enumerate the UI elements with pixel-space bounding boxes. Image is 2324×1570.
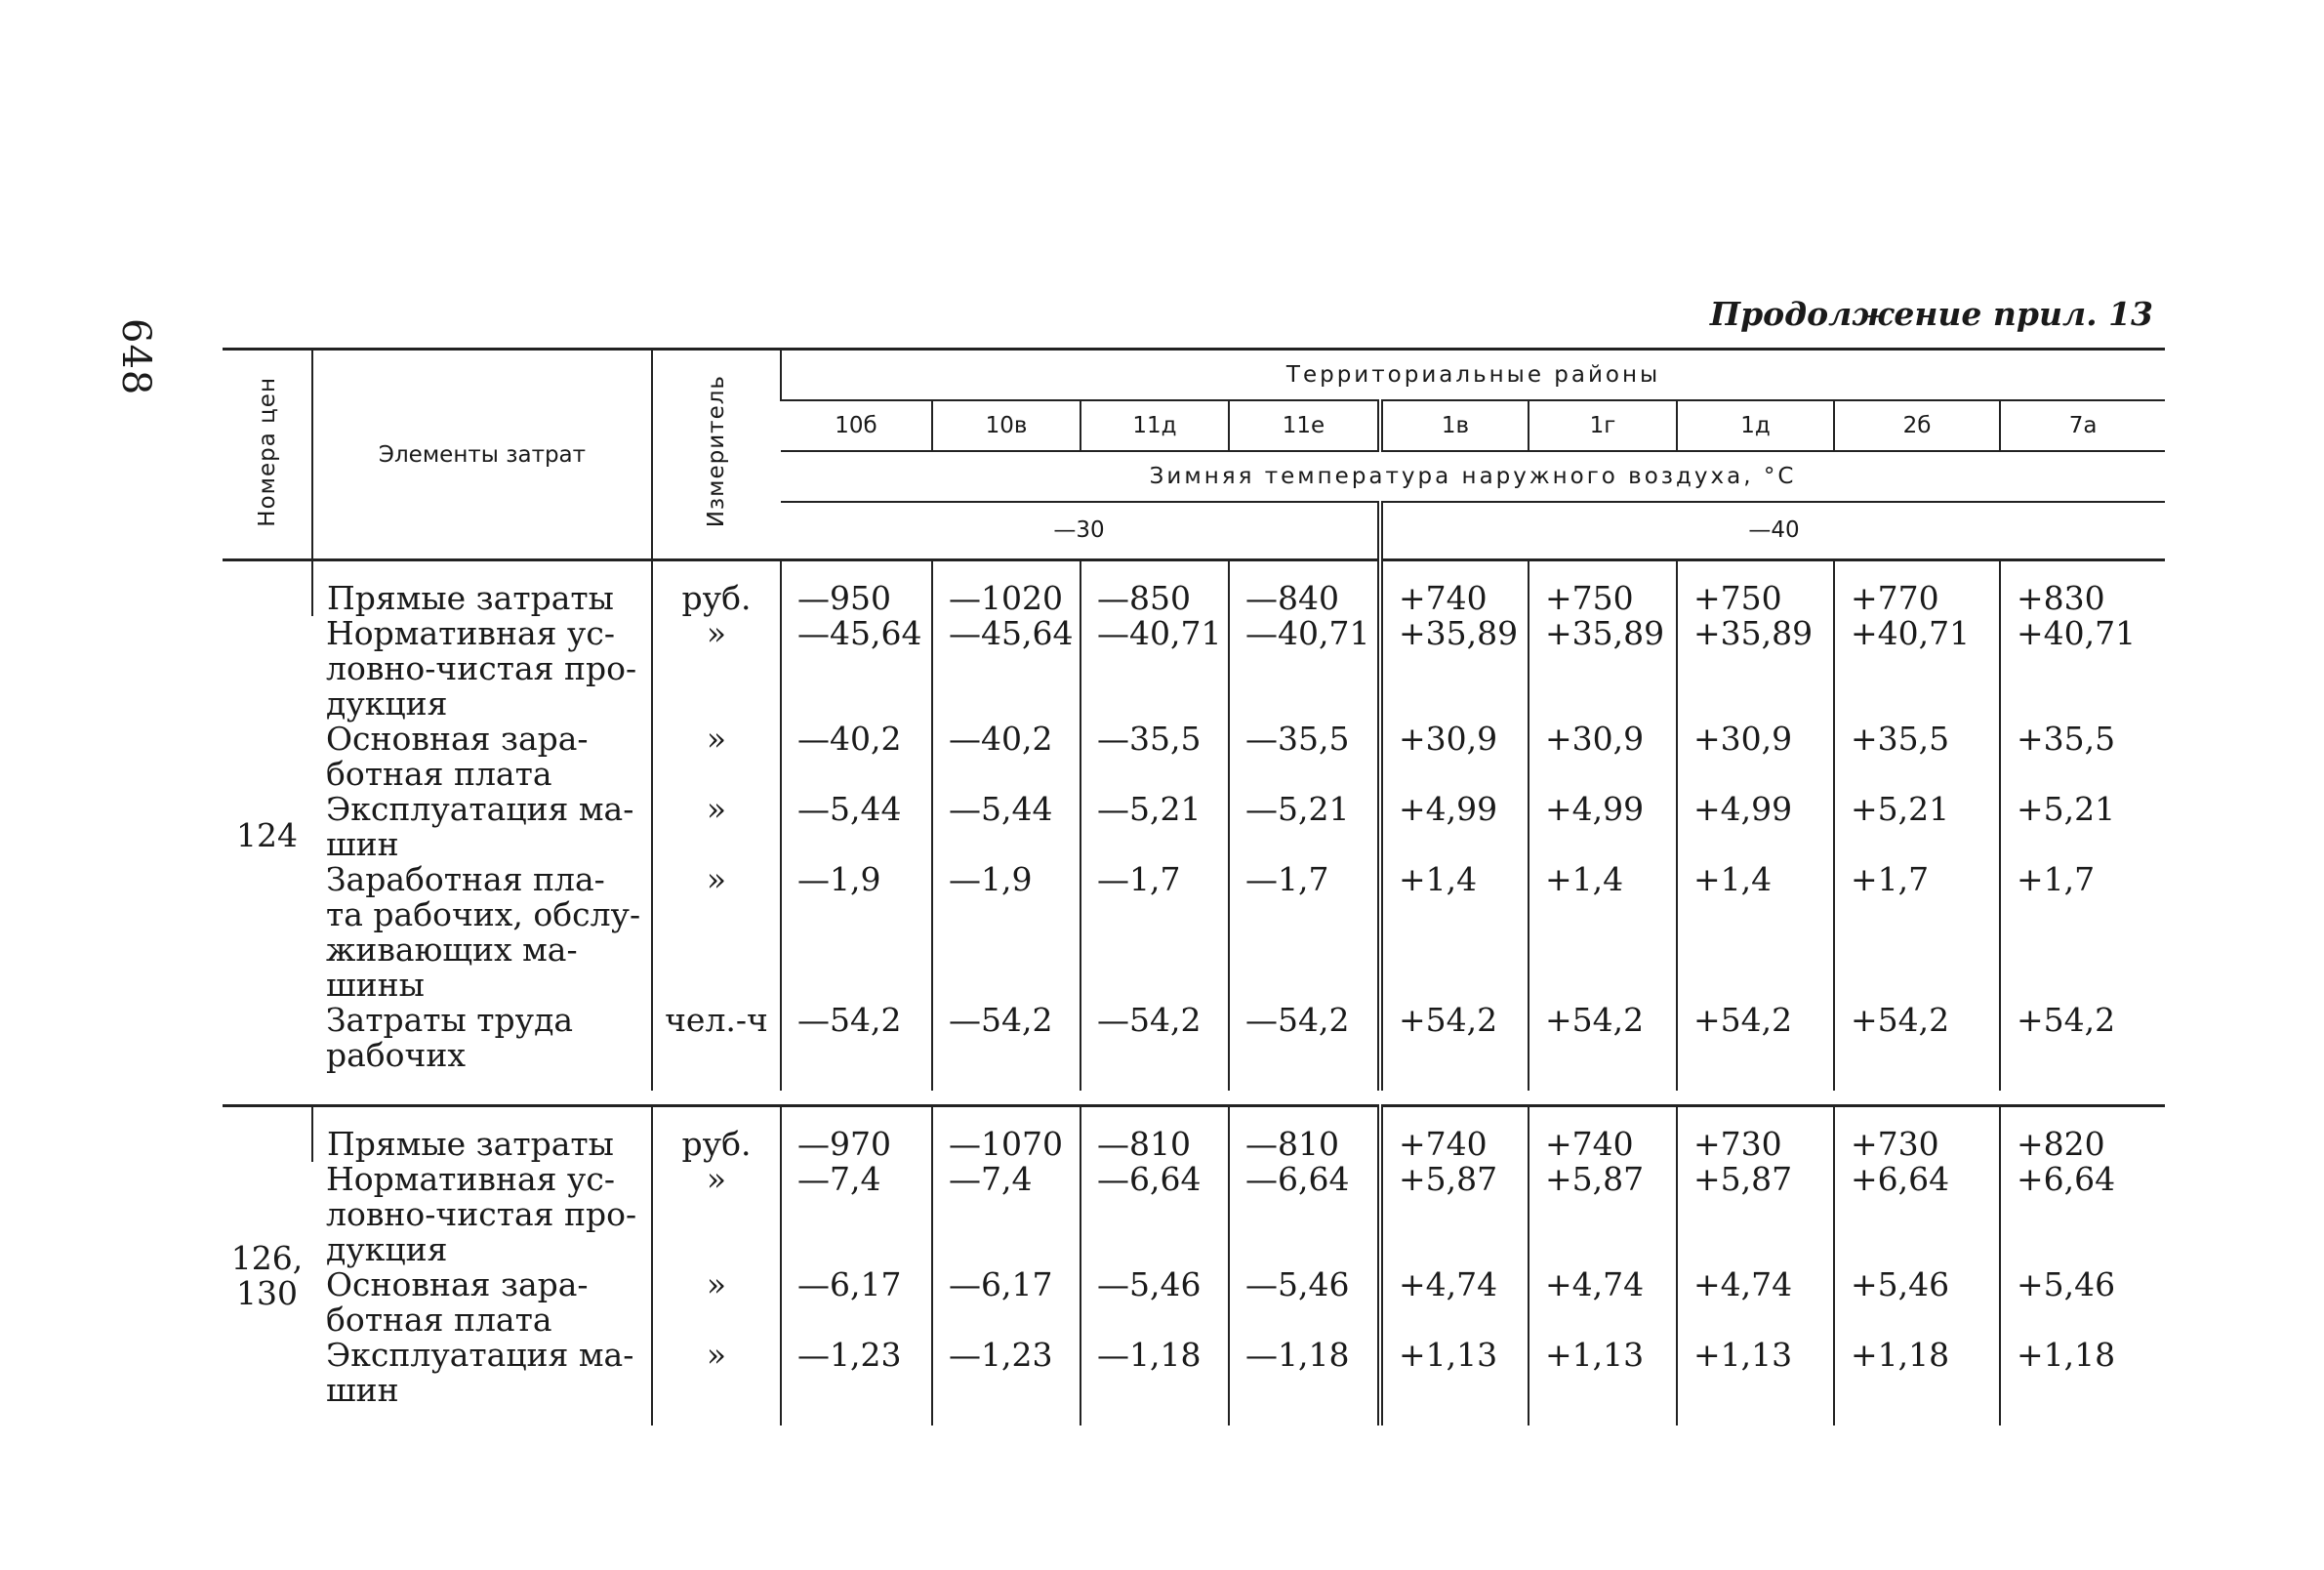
value-cell: —810 [1229,1106,1380,1163]
value-cell: —5,44 [932,792,1080,862]
value-cell: —1,9 [781,862,932,1003]
cost-element-line: живающих ма- [326,930,578,969]
header-region: 1д [1677,400,1834,451]
header-cost-elements: Элементы затрат [312,350,652,560]
value-cell: —54,2 [1229,1003,1380,1091]
value-cell: +770 [1834,560,2000,617]
value-cell: —5,46 [1080,1267,1229,1338]
value-cell: —1,7 [1229,862,1380,1003]
value-cell: +54,2 [1529,1003,1677,1091]
header-region: 11е [1229,400,1380,451]
value-cell: +4,99 [1677,792,1834,862]
value-cell: —54,2 [781,1003,932,1091]
value-cell: +1,7 [1834,862,2000,1003]
value-cell: —6,64 [1080,1162,1229,1267]
value-cell: —7,4 [781,1162,932,1267]
value-cell: —40,71 [1229,616,1380,722]
value-cell: +5,21 [2000,792,2165,862]
cost-element-line: дукция [326,1230,448,1268]
value-cell: +6,64 [1834,1162,2000,1267]
table-row [223,1003,2165,1091]
cost-element-line: Эксплуатация ма- [326,1336,634,1374]
value-cell: +4,74 [1529,1267,1677,1338]
value-cell: +1,18 [2000,1338,2165,1425]
value-cell: +1,18 [1834,1338,2000,1425]
table-header [223,350,2165,560]
value-cell: +1,4 [1380,862,1529,1003]
value-cell: +54,2 [1380,1003,1529,1091]
value-cell: —40,71 [1080,616,1229,722]
header-region: 7а [2000,400,2165,451]
value-cell: +1,7 [2000,862,2165,1003]
value-cell: +6,64 [2000,1162,2165,1267]
cost-element-line: рабочих [326,1036,466,1074]
value-cell: —1,23 [781,1338,932,1425]
cost-element-line: шин [326,1371,399,1409]
header-region: 10б [781,400,932,451]
value-cell: +40,71 [2000,616,2165,722]
value-cell: —6,17 [781,1267,932,1338]
value-cell: +35,5 [1834,722,2000,792]
cost-element-line: дукция [326,684,448,723]
value-cell: —54,2 [932,1003,1080,1091]
cost-element-cell [312,862,652,1003]
value-cell: +54,2 [2000,1003,2165,1091]
value-cell: —970 [781,1106,932,1163]
value-cell: —40,2 [781,722,932,792]
value-cell: —6,17 [932,1267,1080,1338]
value-cell: —35,5 [1080,722,1229,792]
cost-element-line: та рабочих, обслу- [326,895,641,933]
value-cell: +4,99 [1380,792,1529,862]
value-cell: +820 [2000,1106,2165,1163]
header-unit [652,350,781,560]
value-cell: —810 [1080,1106,1229,1163]
unit-cell: » [652,792,781,862]
value-cell: —35,5 [1229,722,1380,792]
value-cell: —840 [1229,560,1380,617]
value-cell: —850 [1080,560,1229,617]
cost-element-line: ловно-чистая про- [326,1195,637,1233]
value-cell: +5,87 [1380,1162,1529,1267]
value-cell: +740 [1380,1106,1529,1163]
value-cell: +740 [1380,560,1529,617]
value-cell: +740 [1529,1106,1677,1163]
header-region: 1в [1380,400,1529,451]
value-cell: +4,99 [1529,792,1677,862]
value-cell: +5,46 [2000,1267,2165,1338]
table-row [223,1267,2165,1338]
cost-element-line: Затраты труда [326,1001,574,1039]
value-cell: +750 [1677,560,1834,617]
value-cell: +35,89 [1677,616,1834,722]
cost-element-line: ботная плата [326,1301,552,1339]
unit-cell: » [652,616,781,722]
value-cell: +30,9 [1529,722,1677,792]
cost-element-cell [312,1267,652,1338]
table-body [223,560,2165,1426]
value-cell: +830 [2000,560,2165,617]
value-cell: —6,64 [1229,1162,1380,1267]
value-cell: +30,9 [1677,722,1834,792]
price-number-cell: 124 [223,560,312,1092]
table-row [223,722,2165,792]
value-cell: +5,46 [1834,1267,2000,1338]
value-cell: +35,89 [1529,616,1677,722]
cost-element-cell [312,722,652,792]
value-cell: +1,4 [1677,862,1834,1003]
unit-cell: » [652,1162,781,1267]
value-cell: +35,89 [1380,616,1529,722]
cost-element-line: Прямые затраты [327,579,614,617]
value-cell: —950 [781,560,932,617]
cost-table [223,348,2165,1425]
unit-cell: » [652,1267,781,1338]
value-cell: —1,18 [1080,1338,1229,1425]
cost-element-line: Основная зара- [326,1265,589,1303]
header-temperature-group: —40 [1380,502,2165,560]
value-cell: —5,46 [1229,1267,1380,1338]
value-cell: —1,9 [932,862,1080,1003]
value-cell: —45,64 [932,616,1080,722]
unit-cell: руб. [652,560,781,617]
header-winter-temperature: Зимняя температура наружного воздуха, °С [781,451,2165,502]
table-row [223,862,2165,1003]
header-price-number [223,350,312,560]
value-cell: +1,4 [1529,862,1677,1003]
cost-element-line: Заработная пла- [326,860,605,898]
table-row [223,616,2165,722]
value-cell: +54,2 [1834,1003,2000,1091]
value-cell: +5,87 [1529,1162,1677,1267]
table-row [223,1162,2165,1267]
value-cell: +750 [1529,560,1677,617]
cost-element-cell [312,1106,652,1163]
value-cell: +730 [1834,1106,2000,1163]
table-row [223,792,2165,862]
unit-cell: чел.-ч [652,1003,781,1091]
value-cell: +1,13 [1380,1338,1529,1425]
value-cell: —54,2 [1080,1003,1229,1091]
header-price-number-label: Номера цен [254,376,280,527]
cost-element-line: Нормативная ус- [326,614,615,652]
value-cell: —5,44 [781,792,932,862]
value-cell: —1,23 [932,1338,1080,1425]
value-cell: —45,64 [781,616,932,722]
cost-element-line: ботная плата [326,755,552,793]
header-region: 2б [1834,400,2000,451]
cost-element-line: Нормативная ус- [326,1160,615,1198]
table-caption: Продолжение прил. 13 [1709,295,2153,333]
value-cell: —1,18 [1229,1338,1380,1425]
value-cell: —5,21 [1229,792,1380,862]
value-cell: +1,13 [1529,1338,1677,1425]
table-row [223,560,2165,617]
value-cell: —5,21 [1080,792,1229,862]
value-cell: +4,74 [1677,1267,1834,1338]
value-cell: +54,2 [1677,1003,1834,1091]
cost-element-cell [312,1003,652,1091]
cost-element-line: Эксплуатация ма- [326,790,634,828]
header-region: 10в [932,400,1080,451]
value-cell: —40,2 [932,722,1080,792]
cost-element-cell [312,560,652,617]
header-region: 11д [1080,400,1229,451]
cost-element-line: ловно-чистая про- [326,649,637,687]
page-number: 648 [113,318,158,396]
cost-element-line: шин [326,825,399,863]
value-cell: +30,9 [1380,722,1529,792]
value-cell: +730 [1677,1106,1834,1163]
cost-element-line: Прямые затраты [327,1125,614,1163]
header-temperature-group: —30 [781,502,1380,560]
value-cell: —1,7 [1080,862,1229,1003]
group-spacer [223,1091,2165,1106]
value-cell: —1020 [932,560,1080,617]
value-cell: +1,13 [1677,1338,1834,1425]
price-number-cell: 126, 130 [223,1106,312,1426]
header-unit-label: Измеритель [704,375,729,528]
header-region: 1г [1529,400,1677,451]
cost-element-cell [312,1162,652,1267]
header-territorial-regions: Территориальные районы [781,350,2165,400]
cost-element-line: Основная зара- [326,720,589,758]
unit-cell: » [652,722,781,792]
unit-cell: руб. [652,1106,781,1163]
value-cell: +35,5 [2000,722,2165,792]
cost-element-cell [312,616,652,722]
value-cell: +4,74 [1380,1267,1529,1338]
value-cell: +40,71 [1834,616,2000,722]
value-cell: —7,4 [932,1162,1080,1267]
cost-element-cell [312,792,652,862]
value-cell: +5,21 [1834,792,2000,862]
cost-element-cell [312,1338,652,1425]
cost-element-line: шины [326,966,425,1004]
unit-cell: » [652,1338,781,1425]
table-row [223,1338,2165,1425]
value-cell: +5,87 [1677,1162,1834,1267]
value-cell: —1070 [932,1106,1080,1163]
group-spacer-cell [223,1091,2165,1106]
unit-cell: » [652,862,781,1003]
table-row [223,1106,2165,1163]
